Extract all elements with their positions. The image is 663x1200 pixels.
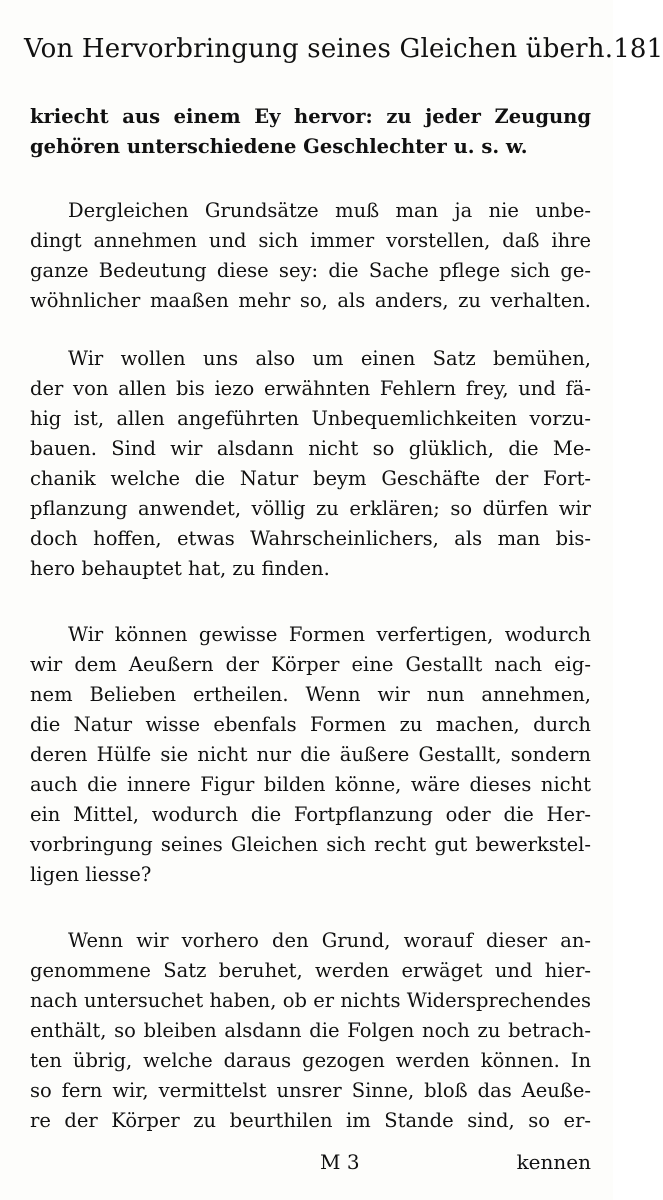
catchword: kennen [516,1150,591,1174]
text-line: wöhnlicher maaßen mehr so, als anders, zu verhalten. [30,289,591,312]
text-line: vorbringung seines Gleichen sich recht gut bewerkstel- [30,833,591,856]
text-line: hig ist, allen angeführten Unbequemlichkeiten vorzu- [30,407,591,430]
text-line: ein Mittel, wodurch die Fortpflanzung oder die Her- [30,803,591,826]
text-line: ligen liesse? [30,863,152,886]
text-line: enthält, so bleiben alsdann die Folgen noch zu betrach- [30,1019,591,1042]
text-line: der von allen bis iezo erwähnten Fehlern frey, und fä- [30,377,591,400]
text-line: nach untersuchet haben, ob er nichts Widersprechendes [30,989,591,1012]
paragraph-3 [30,620,591,890]
paragraph-1 [30,196,591,316]
paragraph-2 [30,344,591,584]
text-line: hero behauptet hat, zu finden. [30,557,330,580]
signature-mark: M 3 [320,1150,360,1174]
text-line: so fern wir, vermittelst unsrer Sinne, bloß das Aeuße- [30,1079,591,1102]
text-line: doch hoffen, etwas Wahrscheinlichers, als man bis- [30,527,591,550]
text-line: kriecht aus einem Ey hervor: zu jeder Zeugung [30,105,591,128]
text-line: pflanzung anwendet, völlig zu erklären; so dürfen wir [30,497,591,520]
text-line: nem Belieben ertheilen. Wenn wir nun annehmen, [30,683,591,706]
text-line: die Natur wisse ebenfals Formen zu machen, durch [30,713,591,736]
text-line: ganze Bedeutung diese sey: die Sache pflege sich ge- [30,259,591,282]
text-line: ten übrig, welche daraus gezogen werden können. In [30,1049,591,1072]
text-line: re der Körper zu beurthilen im Stande sind, so er- [30,1109,591,1132]
text-line: Wir können gewisse Formen verfertigen, wodurch [68,623,591,646]
page-footer [30,1150,591,1180]
running-head-title: Von Hervorbringung seines Gleichen überh. [24,34,614,64]
text-line: chanik welche die Natur beym Geschäfte der Fort- [30,467,591,490]
text-line: Wir wollen uns also um einen Satz bemühen, [68,347,591,370]
text-line: genommene Satz beruhet, werden erwäget und hier- [30,959,591,982]
paragraph-continuation [30,102,591,162]
text-line: auch die innere Figur bilden könne, wäre dieses nicht [30,773,591,796]
text-line: deren Hülfe sie nicht nur die äußere Gestallt, sondern [30,743,591,766]
paragraph-4 [30,926,591,1136]
text-line: Dergleichen Grundsätze muß man ja nie unbe- [68,199,591,222]
text-line: dingt annehmen und sich immer vorstellen, daß ihre [30,229,591,252]
text-line: Wenn wir vorhero den Grund, worauf dieser an- [68,929,591,952]
text-line: bauen. Sind wir alsdann nicht so glüklich, die Me- [30,437,591,460]
text-line: gehören unterschiedene Geschlechter u. s. w. [30,135,528,158]
running-header [24,34,663,74]
text-line: wir dem Aeußern der Körper eine Gestallt nach eig- [30,653,591,676]
page-number: 181 [613,34,663,64]
